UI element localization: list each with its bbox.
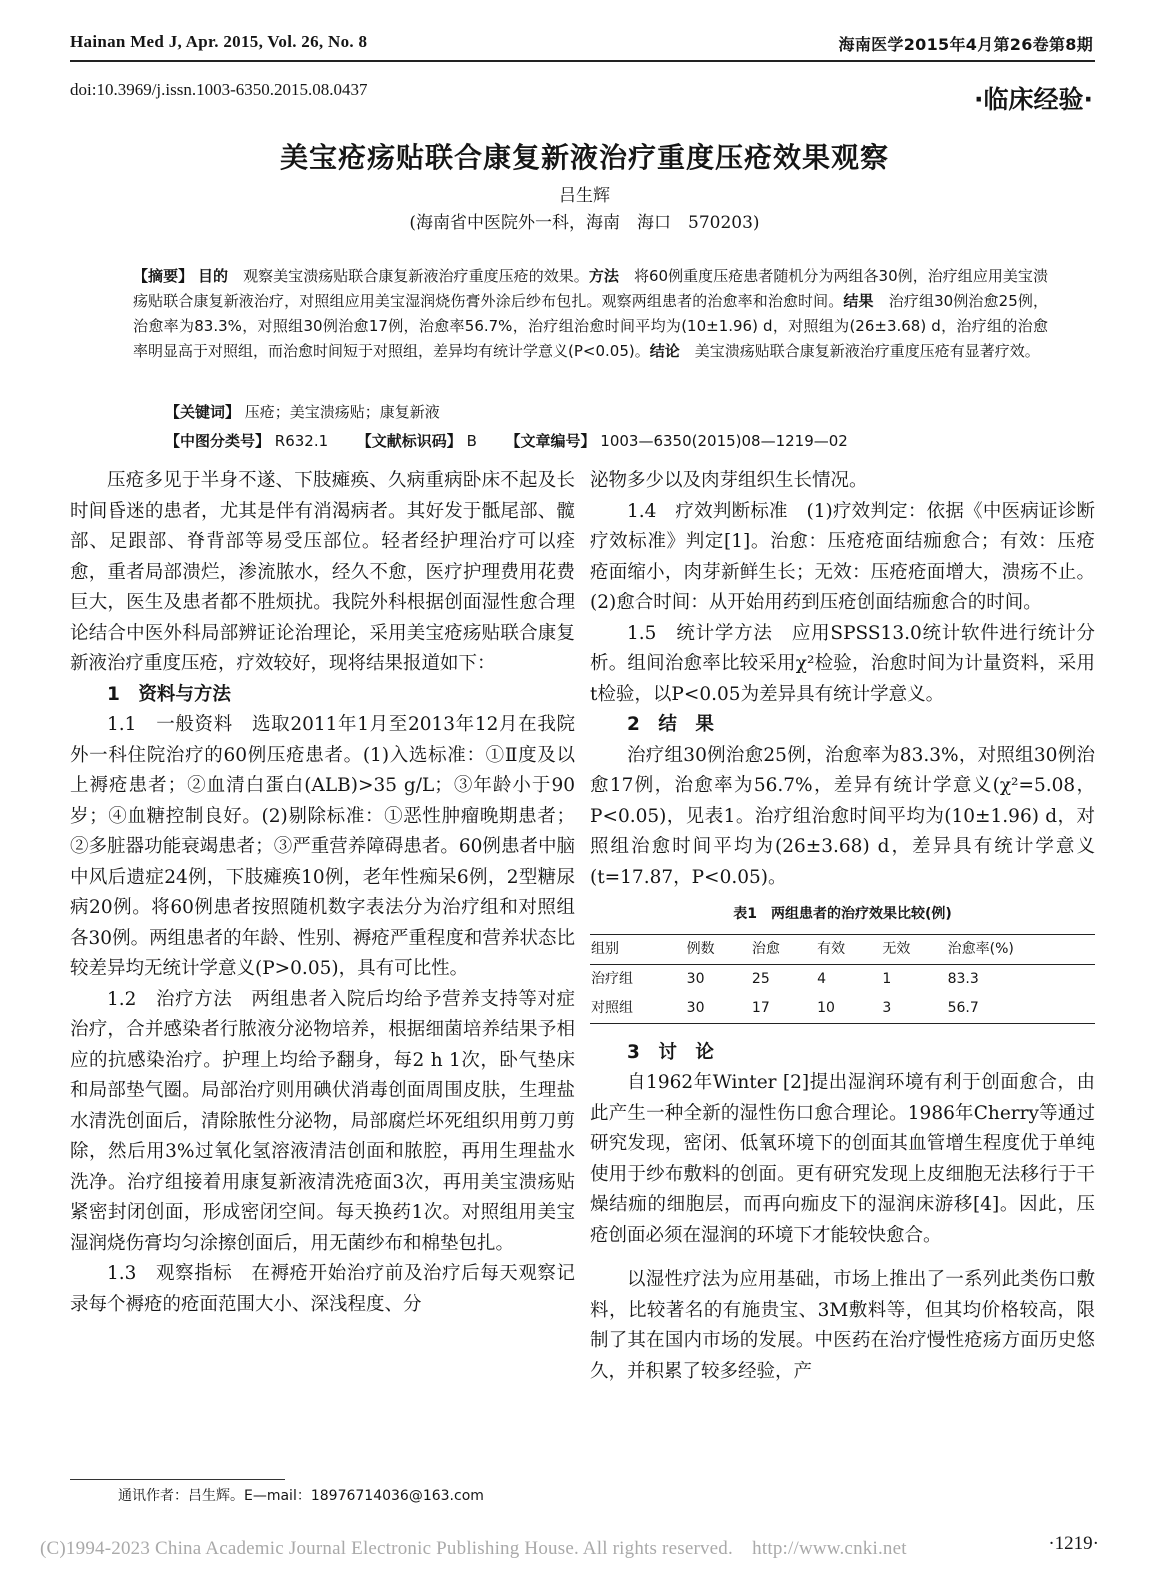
abstract-result-label: 结果	[843, 292, 874, 310]
doc-code-label: 【文献标识码】	[356, 432, 462, 450]
footnote: 通讯作者：吕生辉。E—mail：18976714036@163.com	[118, 1488, 484, 1504]
section-1-5-heading: 1.5 统计学方法	[627, 622, 773, 644]
left-column	[70, 466, 575, 1320]
abstract-result: 治疗组30例治愈25例，治愈率为83.3%，对照组30例治愈17例，治愈率56.7%，治疗组治愈时间平均为(10±1.96) d，对照组为(26±3.68) d，治疗组的治愈率明显高于对照组，而治愈时间短于对照组，差异均有统计学意义(P<0.05)。	[133, 292, 1048, 360]
table-cell: 56.7	[947, 994, 1095, 1024]
section-1-3-text: 在褥疮开始治疗前及治疗后每天观察记录每个褥疮的疮面范围大小、深浅程度、分	[70, 1263, 575, 1315]
author: 吕生辉	[559, 186, 610, 206]
article-no-label: 【文章编号】	[505, 432, 596, 450]
table-caption: 表1 两组患者的治疗效果比较(例)	[733, 906, 952, 922]
footnote-rule	[70, 1479, 285, 1480]
article-title: 美宝疮疡贴联合康复新液治疗重度压疮效果观察	[279, 141, 889, 174]
section-1-3-heading: 1.3 观察指标	[107, 1263, 233, 1284]
spacer	[590, 1024, 1095, 1038]
table-cell: 3	[881, 994, 946, 1024]
keywords	[165, 401, 440, 422]
table-row	[590, 994, 1095, 1024]
abstract	[133, 264, 1048, 364]
journal-header-en: Hainan Med J, Apr. 2015, Vol. 26, No. 8	[70, 32, 368, 51]
intro-paragraph: 压疮多见于半身不遂、下肢瘫痪、久病重病卧床不起及长时间昏迷的患者，尤其是伴有消渴病者。其好发于骶尾部、髋部、足跟部、脊背部等易受压部位。轻者经护理治疗可以痊愈，重者局部溃烂，渗流脓水，经久不愈，医疗护理费用花费巨大，医生及患者都不胜烦扰。我院外科根据创面湿性愈合理论结合中医外科局部辨证论治理论，采用美宝疮疡贴联合康复新液治疗重度压疮，疗效较好，现将结果报道如下：	[70, 470, 575, 674]
section-1-4	[590, 497, 1095, 619]
clc-label: 【中图分类号】	[165, 432, 271, 450]
table-cell: 30	[686, 970, 705, 987]
section-1-2-text: 两组患者入院后均给予营养支持等对症治疗，合并感染者行脓液分泌物培养，根据细菌培养结果予相应的抗感染治疗。护理上均给予翻身，每2 h 1次，卧气垫床和局部垫气圈。局部治疗则用碘伏消毒创面周围皮肤，生理盐水清洗创面后，清除脓性分泌物，局部腐烂坏死组织用剪刀剪除，然后用3%过氧化氢溶液清洁创面和脓腔，再用生理盐水洗净。治疗组接着用康复新液清洗疮面3次，再用美宝溃疡贴紧密封闭创面，形成密闭空间。每天换药1次。对照组用美宝湿润烧伤膏均匀涂擦创面后，用无菌纱布和棉垫包扎。	[70, 988, 575, 1254]
section-1-5-text: 应用SPSS13.0统计软件进行统计分析。组间治愈率比较采用χ²检验，治愈时间为计量资料，采用t检验，以P<0.05为差异具有统计学意义。	[590, 622, 1095, 705]
table-cell: 17	[751, 994, 816, 1024]
spacer	[590, 1251, 1095, 1265]
abstract-conclusion-label: 结论	[649, 342, 680, 360]
keywords-text: 压疮；美宝溃疡贴；康复新液	[244, 403, 440, 421]
table-cell: 25	[751, 970, 770, 987]
table-header: 治愈	[751, 934, 816, 964]
table-header: 例数	[686, 934, 751, 964]
table-cell: 治疗组	[591, 970, 633, 987]
continuation-paragraph: 泌物多少以及肉芽组织生长情况。	[590, 470, 868, 491]
abstract-conclusion: 美宝溃疡贴联合康复新液治疗重度压疮有显著疗效。	[694, 342, 1040, 360]
results-table	[590, 934, 1095, 1024]
results-paragraph: 治疗组30例治愈25例，治愈率为83.3%，对照组30例治愈17例，治愈率为56.7%，差异有统计学意义(χ²=5.08，P<0.05)，见表1。治疗组治愈时间平均为(10±1.96) d，对照组治愈时间平均为(26±3.68) d，差异具有统计学意义(t=17.87，P<0.05)。	[590, 744, 1095, 888]
doi: doi:10.3969/j.issn.1003-6350.2015.08.0437	[70, 80, 368, 99]
abstract-label: 【摘要】	[133, 267, 194, 285]
affiliation: (海南省中医院外一科，海南 海口 570203)	[409, 213, 760, 233]
article-no-value: 1003—6350(2015)08—1219—02	[600, 432, 848, 450]
table-header: 组别	[590, 934, 686, 964]
section-1-3	[70, 1259, 575, 1320]
journal-header-cn: 海南医学2015年4月第26卷第8期	[838, 35, 1093, 54]
right-column	[590, 466, 1095, 1387]
page-number: ·1219·	[1048, 1533, 1099, 1554]
discussion-paragraph-1: 自1962年Winter [2]提出湿润环境有利于创面愈合，由此产生一种全新的湿性伤口愈合理论。1986年Cherry等通过研究发现，密闭、低氧环境下的创面其血管增生程度优于单纯使用于纱布敷料的创面。更有研究发现上皮细胞无法移行于干燥结痂的细胞层，而再向痂皮下的湿润床游移[4]。因此，压疮创面必须在湿润的环境下才能较快愈合。	[590, 1072, 1095, 1246]
table-cell: 10	[816, 994, 881, 1024]
table-cell: 30	[686, 994, 751, 1024]
section-1-2	[70, 985, 575, 1260]
section-1-4-text: (1)疗效判定：依据《中医病证诊断疗效标准》判定[1]。治愈：压疮疮面结痂愈合；有效：压疮疮面缩小，肉芽新鲜生长；无效：压疮疮面增大，溃疡不止。(2)愈合时间：从开始用药到压疮创面结痂愈合的时间。	[590, 500, 1095, 613]
table-cell: 83.3	[947, 970, 979, 987]
section-1-4-heading: 1.4 疗效判断标准	[627, 500, 788, 522]
column-tag: ·临床经验·	[974, 85, 1093, 114]
table-row	[590, 964, 1095, 994]
table-cell: 1	[882, 970, 892, 987]
section-2-heading: 2 结 果	[627, 714, 714, 735]
abstract-objective: 观察美宝溃疡贴联合康复新液治疗重度压疮的效果。	[243, 267, 589, 285]
doc-code-value: B	[466, 432, 477, 450]
table-header: 治愈率(%)	[947, 934, 1095, 964]
abstract-method-label: 方法	[588, 267, 619, 285]
section-1-2-heading: 1.2 治疗方法	[107, 988, 233, 1010]
copyright-watermark: (C)1994-2023 China Academic Journal Electronic Publishing House. All rights reserved. http://www.cnki.net	[40, 1538, 907, 1559]
section-1-1-text: 选取2011年1月至2013年12月在我院外一科住院治疗的60例压疮患者。(1)入选标准：①Ⅱ度及以上褥疮患者；②血清白蛋白(ALB)>35 g/L；③年龄小于90岁；④血糖控制良好。(2)剔除标准：①恶性肿瘤晚期患者；②多脏器功能衰竭患者；③严重营养障碍患者。60例患者中脑中风后遗症24例，下肢瘫痪10例，老年性痴呆6例，2型糖尿病20例。将60例患者按照随机数字表法分为治疗组和对照组各30例。两组患者的年龄、性别、褥疮严重程度和营养状态比较差异均无统计学意义(P>0.05)，具有可比性。	[70, 714, 575, 979]
section-1-5	[590, 619, 1095, 711]
table-cell: 对照组	[590, 994, 686, 1024]
table-header: 无效	[881, 934, 946, 964]
header-rule	[70, 60, 1095, 62]
section-1-1-heading: 1.1 一般资料	[107, 714, 233, 735]
discussion-paragraph-2: 以湿性疗法为应用基础，市场上推出了一系列此类伤口敷料，比较著名的有施贵宝、3M敷料等，但其均价格较高，限制了其在国内市场的发展。中医药在治疗慢性疮疡方面历史悠久，并积累了较多经验，产	[590, 1269, 1095, 1382]
section-1-1	[70, 710, 575, 985]
table-header: 有效	[816, 934, 881, 964]
table-cell: 4	[817, 970, 827, 987]
classification	[165, 430, 848, 451]
clc-value: R632.1	[274, 432, 329, 450]
abstract-method: 将60例重度压疮患者随机分为两组各30例，治疗组应用美宝溃疡贴联合康复新液治疗，对照组应用美宝湿润烧伤膏外涂后纱布包扎。观察两组患者的治愈率和治愈时间。	[133, 267, 1048, 310]
abstract-objective-label: 目的	[197, 267, 229, 285]
section-3-heading: 3 讨 论	[627, 1041, 714, 1063]
table-header-row	[590, 934, 1095, 964]
keywords-label: 【关键词】	[165, 403, 241, 421]
section-1-heading: 1 资料与方法	[107, 683, 231, 705]
